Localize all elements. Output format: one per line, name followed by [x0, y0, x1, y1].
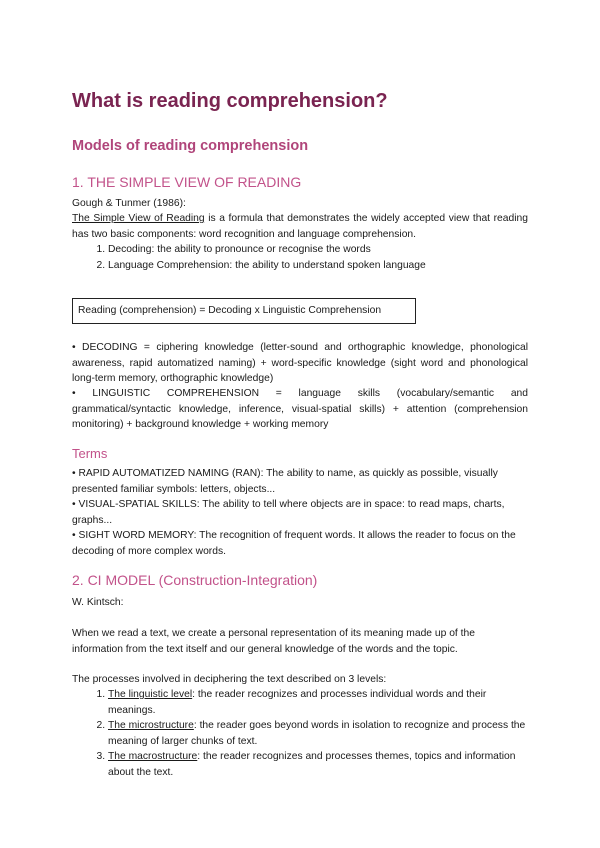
section2-author: W. Kintsch: — [72, 597, 124, 608]
section2-heading: 2. CI MODEL (Construction-Integration) — [72, 572, 318, 588]
terms-heading: Terms — [72, 446, 108, 461]
term-visual-spatial: • VISUAL-SPATIAL SKILLS: The ability to tell where objects are in space: to read maps, charts, graphs... — [72, 499, 505, 526]
levels-intro: The processes involved in deciphering the text described on 3 levels: — [72, 674, 387, 685]
list-item: 2. Language Comprehension: the ability to understand spoken language — [108, 258, 528, 274]
list-item — [108, 749, 528, 780]
section1-author: Gough & Tunmer (1986): — [72, 198, 186, 209]
linguistic-bullet: • LINGUISTIC COMPREHENSION = language skills (vocabulary/semantic and grammatical/syntactic knowledge, inference, visual-spatial skills) + attention (comprehension monitoring) + background knowledge + working memory — [72, 388, 528, 431]
page-title: What is reading comprehension? — [72, 90, 388, 112]
level-term: The microstructure — [108, 720, 194, 732]
level-term: The linguistic level — [108, 689, 193, 700]
decoding-bullet: • DECODING = ciphering knowledge (letter-sound and orthographic knowledge, phonological awareness, rapid automatized naming) + word-specific knowledge (sight word and phonological long-term memory, orthographic knowledge) — [72, 342, 528, 385]
level-desc: : the reader recognizes and processes themes, topics and information about the text. — [108, 751, 516, 778]
section1-heading: 1. THE SIMPLE VIEW OF READING — [72, 174, 302, 190]
levels-list — [72, 687, 528, 781]
level-desc: : the reader recognizes and processes individual words and their meanings. — [108, 689, 487, 716]
list-item: 1. Decoding: the ability to pronounce or recognise the words — [108, 242, 528, 258]
section1-intro — [72, 211, 528, 242]
level-desc: : the reader goes beyond words in isolation to recognize and process the meaning of larger chunks of text. — [108, 720, 526, 747]
section1-intro-text: is a formula that demonstrates the widely accepted view that reading has two basic components: word recognition and language comprehension. — [72, 213, 528, 240]
simple-view-term: The Simple View of Reading — [72, 213, 205, 224]
page-subtitle: Models of reading comprehension — [72, 138, 309, 154]
section1-list — [72, 242, 528, 273]
term-sight-word: • SIGHT WORD MEMORY: The recognition of frequent words. It allows the reader to focus on the decoding of more complex words. — [72, 530, 516, 557]
term-ran: • RAPID AUTOMATIZED NAMING (RAN): The ability to name, as quickly as possible, visually presented familiar symbols: letters, objects... — [72, 468, 498, 495]
level-term: The macrostructure — [108, 751, 198, 763]
formula-box: Reading (comprehension) = Decoding x Linguistic Comprehension — [72, 298, 416, 324]
section2-paragraph: When we read a text, we create a personal representation of its meaning made up of the information from the text itself and our general knowledge of the words and the topic. — [72, 628, 475, 655]
list-item — [108, 718, 528, 749]
list-item — [108, 687, 528, 718]
